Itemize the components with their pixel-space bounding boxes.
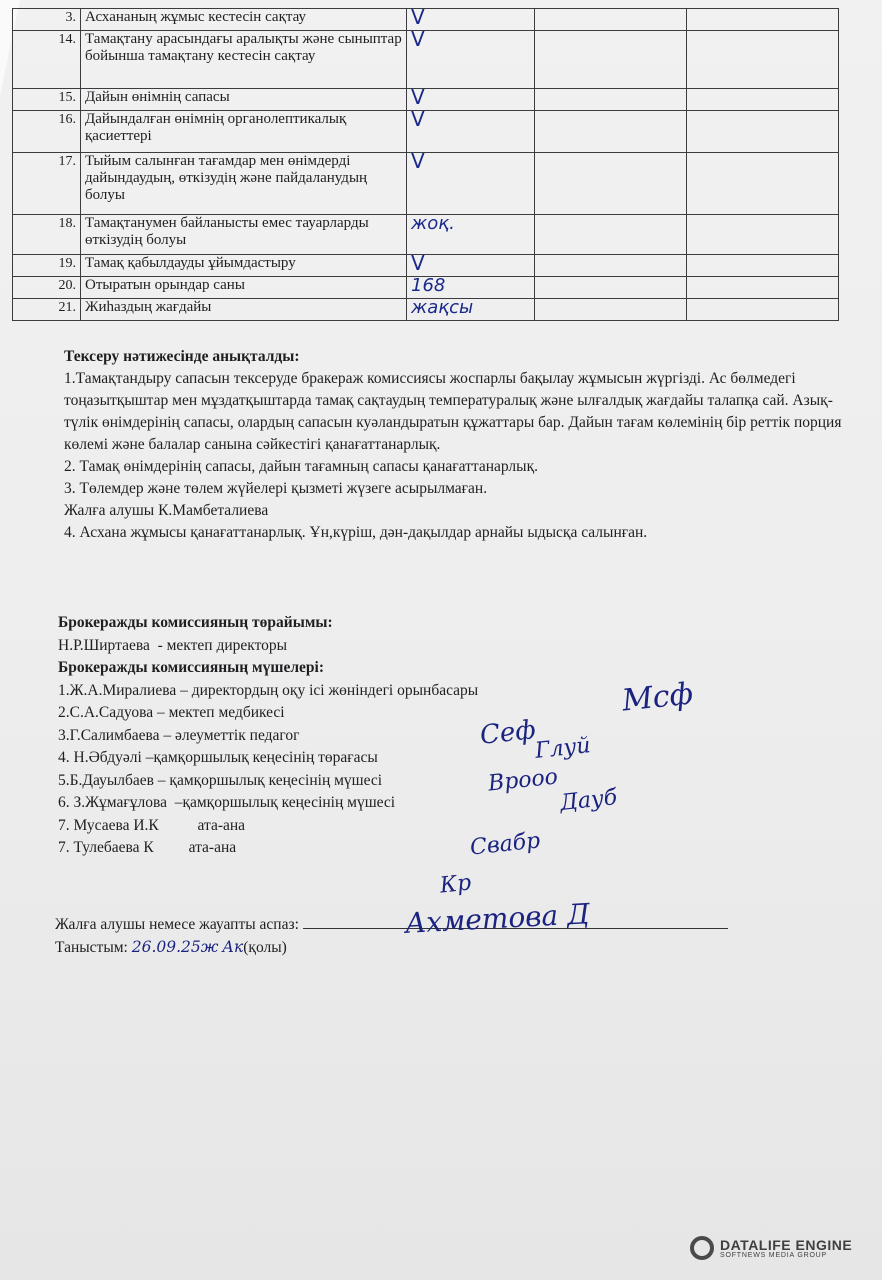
members-heading: Брокеражды комиссияның мүшелері: [58,659,324,676]
check-mark: V [407,89,535,111]
signature: Свабр [468,828,542,861]
member-line: 7. Мусаева И.К ата-ана [58,816,246,834]
member-line: 4. Н.Әбдуәлі –қамқоршылық кеңесінің төрағасы [58,749,378,766]
cook-signature: Ахметова Д [404,897,591,940]
row-number: 18. [13,215,81,255]
findings-paragraph-2: 2. Тамақ өнімдерінің сапасы, дайын тағамның сапасы қанағаттанарлық. [64,458,538,475]
checklist-table [12,5,839,321]
watermark-title: DATALIFE ENGINE [720,1236,853,1253]
member-line: 3.Г.Салимбаева – әлеуметтік педагог [58,726,300,744]
member-line: 1.Ж.А.Миралиева – директордың оқу ісі жөніндегі орынбасары [58,681,479,699]
row-criterion: Тамақ қабылдауды ұйымдастыру [81,255,407,277]
ack-signature: Ак [222,938,244,956]
findings-paragraph-1: 1.Тамақтандыру сапасын тексеруде бракераж комиссиясы жоспарлы бақылау жұмысын жүргізді. Ас бөлмедегі тоңазытқыштар мен мұздатқыштарда тамақ сақтаудың температуралық және ылғалдық жағдайы талапқа сай. Азық-түлік өнімдерінің сапасы, олардың сапасын куәландыратын құжаттары бар. Дайын тағам көлемінің бір реттік порция көлемі және балалар санына сәйкестігі қанағаттанарлық. [64,370,842,453]
table-row [13,255,839,277]
table-row [13,9,839,31]
table-row [13,111,839,153]
member-line: 2.С.А.Садуова – мектеп медбикесі [58,704,285,721]
row-criterion: Тыйым салынған тағамдар мен өнімдерді дайындаудың, өткізудің және пайдаланудың болуы [81,153,407,215]
handwritten-answer: жақсы [407,299,535,321]
table-row [13,277,839,299]
chair-heading: Брокеражды комиссияның төрайымы: [58,614,333,631]
check-mark: V [407,111,535,153]
row-criterion: Асхананың жұмыс кестесін сақтау [81,9,407,31]
findings-section [50,346,850,544]
row-criterion: Дайын өнімнің сапасы [81,89,407,111]
check-mark: V [407,153,535,215]
row-criterion: Тамақтанумен байланысты емес тауарларды өткізудің болуы [81,215,407,255]
ack-label: Таныстым: [55,939,128,956]
ack-date: 26.09.25ж [131,938,219,956]
table-row [13,299,839,321]
chair-name: Н.Р.Ширтаева - мектеп директоры [58,636,288,654]
signature: Дауб [558,785,619,816]
member-line: 5.Б.Дауылбаев – қамқоршылық кеңесінің мүшесі [58,771,383,789]
datalife-logo-icon [690,1236,714,1260]
row-number: 14. [13,31,81,89]
table-row [13,153,839,215]
check-mark: V [407,255,535,277]
row-number: 19. [13,255,81,277]
member-line: 6. З.Жұмағұлова –қамқоршылық кеңесінің мүшесі [58,794,396,811]
row-criterion: Дайындалған өнімнің органолептикалық қасиеттері [81,111,407,153]
cook-label: Жалға алушы немесе жауапты аспаз: [55,916,299,933]
acknowledgement-section [55,912,728,959]
member-line: 7. Тулебаева К ата-ана [58,839,237,856]
table-row [13,89,839,111]
row-number: 3. [13,9,81,31]
signature: Сеф [478,715,538,751]
ack-suffix: (қолы) [243,939,287,956]
signature: Мсф [620,676,695,719]
findings-heading: Тексеру нәтижесінде анықталды: [64,348,300,365]
findings-paragraph-3: 3. Төлемдер және төлем жүйелері қызметі жүзеге асырылмаған. [64,480,488,497]
handwritten-answer: 168 [407,277,535,299]
table-row [13,215,839,255]
findings-paragraph-4: 4. Асхана жұмысы қанағаттанарлық. Ұн,күріш, дән-дақылдар арнайы ыдысқа салынған. [64,524,648,541]
handwritten-answer: жоқ. [407,215,535,255]
watermark [690,1236,852,1260]
row-criterion: Жиһаздың жағдайы [81,299,407,321]
row-number: 16. [13,111,81,153]
check-mark: V [407,31,535,89]
signature: Глуй [533,733,592,764]
findings-tenant: Жалға алушы К.Мамбеталиева [64,502,269,519]
signature: Кр [438,870,473,899]
table-row [13,31,839,89]
check-mark: V [407,9,535,31]
row-number: 20. [13,277,81,299]
row-criterion: Отыратын орындар саны [81,277,407,299]
row-number: 15. [13,89,81,111]
row-criterion: Тамақтану арасындағы аралықты және сыныптар бойынша тамақтану кестесін сақтау [81,31,407,89]
signature: Врооо [486,764,560,797]
watermark-subtitle: SOFTNEWS MEDIA GROUP [720,1251,828,1259]
row-number: 21. [13,299,81,321]
row-number: 17. [13,153,81,215]
